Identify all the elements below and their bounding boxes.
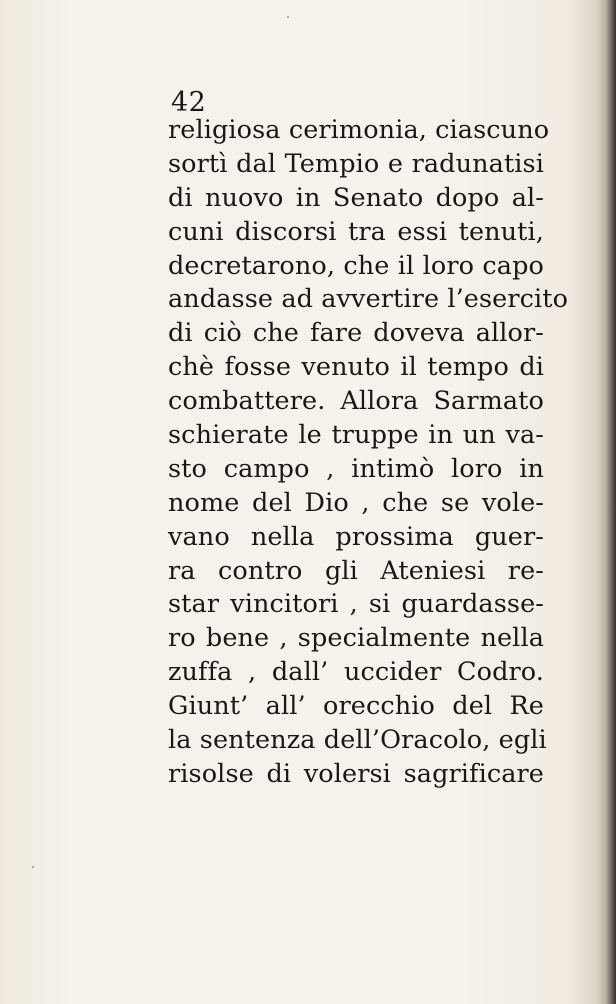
text-line: Giunt’ all’ orecchio del Re bbox=[168, 691, 544, 722]
text-line: vano nella prossima guer- bbox=[168, 521, 544, 552]
page-edge-shadow bbox=[606, 0, 616, 1004]
text-line: la sentenza dell’Oracolo, egli bbox=[168, 725, 547, 756]
text-line: di ciò che fare doveva allor- bbox=[168, 318, 544, 349]
text-line: star vincitori , si guardasse- bbox=[168, 589, 544, 620]
text-line: combattere. Allora Sarmato bbox=[168, 386, 544, 417]
text-line: ra contro gli Ateniesi re- bbox=[168, 555, 544, 586]
text-line: ro bene , specialmente nella bbox=[168, 623, 544, 654]
text-line: zuffa , dall’ uccider Codro. bbox=[168, 657, 544, 688]
text-line: sortì dal Tempio e radunatisi bbox=[168, 148, 544, 179]
text-line: sto campo , intimò loro in bbox=[168, 453, 544, 484]
page-number: 42 bbox=[171, 87, 207, 118]
text-line: cuni discorsi tra essi tenuti, bbox=[168, 216, 544, 247]
text-line: chè fosse venuto il tempo di bbox=[168, 352, 544, 383]
text-line: schierate le truppe in un va- bbox=[168, 420, 544, 451]
text-line: andasse ad avvertire l’esercito bbox=[168, 284, 569, 315]
text-line: nome del Dio , che se vole- bbox=[168, 487, 544, 518]
paper-speck bbox=[287, 16, 289, 18]
text-line: religiosa cerimonia, ciascuno bbox=[168, 115, 550, 145]
body-text bbox=[168, 114, 569, 792]
text-line: di nuovo in Senato dopo al- bbox=[168, 182, 544, 213]
paper-speck bbox=[32, 866, 34, 868]
text-line: decretarono, che il loro capo bbox=[168, 250, 544, 281]
text-line: risolse di volersi sagrificare bbox=[168, 758, 544, 789]
